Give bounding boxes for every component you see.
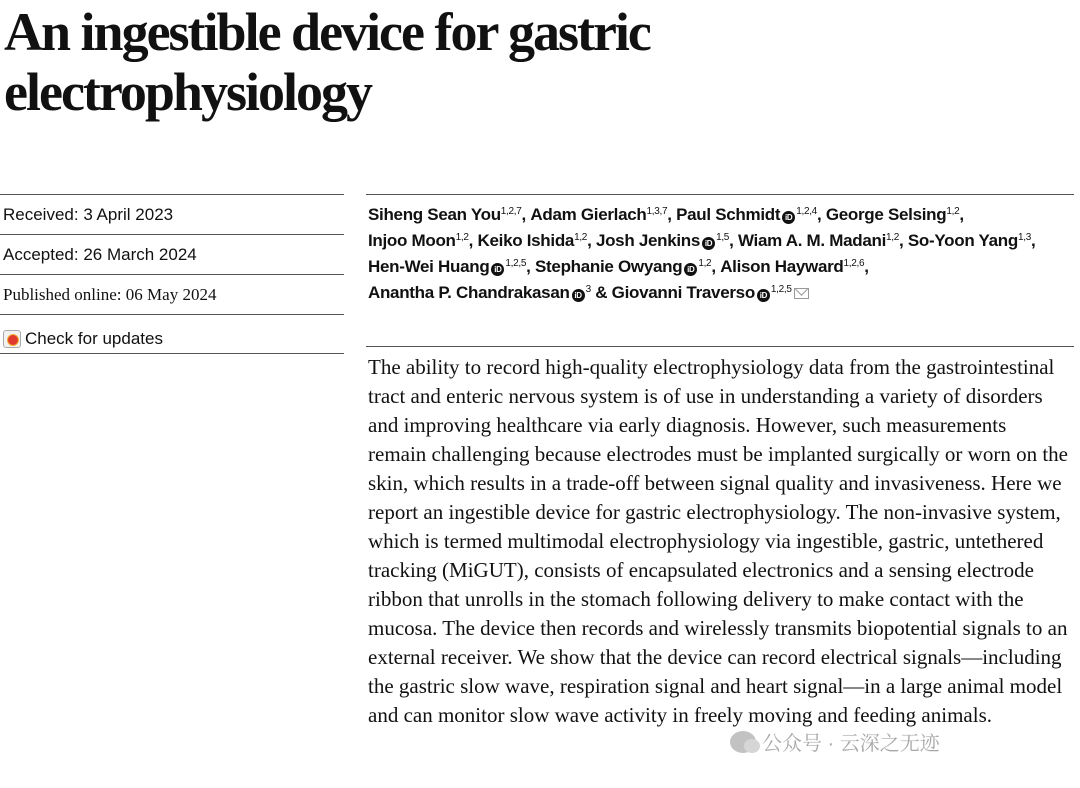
author-affiliations: 1,2 — [886, 232, 900, 243]
author-name[interactable]: Alison Hayward — [720, 257, 844, 276]
author-entry[interactable] — [720, 257, 869, 276]
author-separator: , — [1030, 231, 1036, 250]
author-name[interactable]: So-Yoon Yang — [907, 231, 1018, 250]
author-entry[interactable] — [908, 231, 1036, 250]
abstract-divider — [366, 346, 1074, 347]
author-separator: , — [587, 231, 596, 250]
author-entry[interactable] — [826, 205, 964, 224]
check-updates-icon — [3, 330, 21, 348]
author-affiliations: 1,3,7 — [646, 206, 668, 217]
author-entry[interactable] — [478, 231, 596, 250]
author-name[interactable]: Wiam A. M. Madani — [737, 231, 887, 250]
author-affiliations: 1,2,7 — [500, 206, 522, 217]
author-name[interactable]: Adam Gierlach — [530, 205, 647, 224]
orcid-icon[interactable]: iD — [572, 289, 585, 302]
orcid-icon[interactable]: iD — [757, 289, 770, 302]
author-name[interactable]: Josh Jenkins — [595, 231, 701, 250]
author-affiliations: 1,2 — [946, 206, 960, 217]
author-affiliations: 1,2,5 — [770, 284, 792, 295]
author-affiliations: 3 — [585, 284, 591, 295]
author-name[interactable]: Keiko Ishida — [477, 231, 575, 250]
watermark-text: 公众号 · 云深之无迹 — [762, 733, 940, 755]
author-entry[interactable] — [612, 283, 809, 302]
author-entry[interactable] — [368, 205, 530, 224]
author-entry[interactable] — [676, 205, 826, 224]
author-entry[interactable] — [596, 231, 738, 250]
orcid-icon[interactable]: iD — [491, 263, 504, 276]
author-separator: , — [526, 257, 536, 276]
orcid-icon[interactable]: iD — [684, 263, 697, 276]
orcid-icon[interactable]: iD — [702, 237, 715, 250]
author-name[interactable]: Stephanie Owyang — [535, 257, 683, 276]
published-date-text: Published online: 06 May 2024 — [3, 285, 217, 304]
author-entry[interactable] — [368, 231, 478, 250]
author-affiliations: 1,5 — [716, 232, 730, 243]
article-title-line-2: electrophysiology — [4, 62, 371, 122]
author-name[interactable]: Giovanni Traverso — [611, 283, 755, 302]
author-separator: , — [711, 257, 721, 276]
authors-divider — [366, 194, 1074, 195]
author-affiliations: 1,2 — [698, 258, 712, 269]
article-dates-panel — [0, 194, 344, 354]
author-separator: , — [899, 231, 908, 250]
author-separator: , — [729, 231, 738, 250]
author-entry[interactable] — [368, 257, 535, 276]
author-affiliations: 1,2 — [455, 232, 469, 243]
author-name[interactable]: Paul Schmidt — [676, 205, 781, 224]
author-name[interactable]: Anantha P. Chandrakasan — [368, 283, 570, 302]
author-separator: , — [864, 257, 869, 276]
abstract-text: The ability to record high-quality electrophysiology data from the gastrointestinal tract and enteric nervous system is of use in understanding a variety of disorders and improving healthcare via early diagnosis. However, such measurements remain challenging because electrodes must be implanted surgically or worn on the skin, which results in a trade-off between signal quality and invasiveness. Here we report an ingestible device for gastric electrophysiology. The non-invasive system, which is termed multimodal electrophysiology via ingestible, gastric, untethered tracking (MiGUT), consists of encapsulated electronics and a sensing electrode ribbon that unrolls in the stomach following delivery to make contact with the mucosa. The device then records and wirelessly transmits biopotential signals to an external receiver. We show that the device can record electrical signals—including the gastric slow wave, respiration signal and heart signal—in a large animal model and can monitor slow wave activity in freely moving and feeding animals. — [368, 355, 1068, 727]
published-date — [0, 274, 344, 314]
accepted-date: Accepted: 26 March 2024 — [0, 234, 344, 274]
email-icon[interactable] — [794, 288, 809, 299]
author-name[interactable]: Hen-Wei Huang — [368, 257, 490, 276]
author-separator: , — [959, 205, 964, 224]
author-entry[interactable] — [368, 283, 612, 302]
author-entry[interactable] — [738, 231, 908, 250]
orcid-icon[interactable]: iD — [782, 211, 795, 224]
author-name[interactable]: Siheng Sean You — [368, 205, 501, 224]
received-date: Received: 3 April 2023 — [0, 194, 344, 234]
check-for-updates-label: Check for updates — [25, 329, 163, 348]
wechat-watermark — [730, 727, 940, 756]
author-separator: , — [468, 231, 478, 250]
author-name[interactable]: George Selsing — [825, 205, 947, 224]
author-separator: , — [521, 205, 531, 224]
wechat-icon — [730, 731, 756, 753]
author-list — [368, 202, 1072, 306]
article-title-line-1: An ingestible device for gastric — [4, 2, 650, 62]
check-for-updates-button[interactable] — [0, 314, 344, 354]
author-separator: , — [816, 205, 826, 224]
author-affiliations: 1,2,5 — [505, 258, 527, 269]
author-separator: , — [667, 205, 677, 224]
author-affiliations: 1,3 — [1017, 232, 1031, 243]
author-affiliations: 1,2,4 — [796, 206, 817, 217]
author-entry[interactable] — [530, 205, 676, 224]
author-affiliations: 1,2,6 — [843, 258, 865, 269]
author-affiliations: 1,2 — [574, 232, 588, 243]
article-title — [4, 2, 1064, 122]
author-separator: & — [590, 283, 612, 302]
author-entry[interactable] — [535, 257, 720, 276]
author-name[interactable]: Injoo Moon — [368, 231, 456, 250]
